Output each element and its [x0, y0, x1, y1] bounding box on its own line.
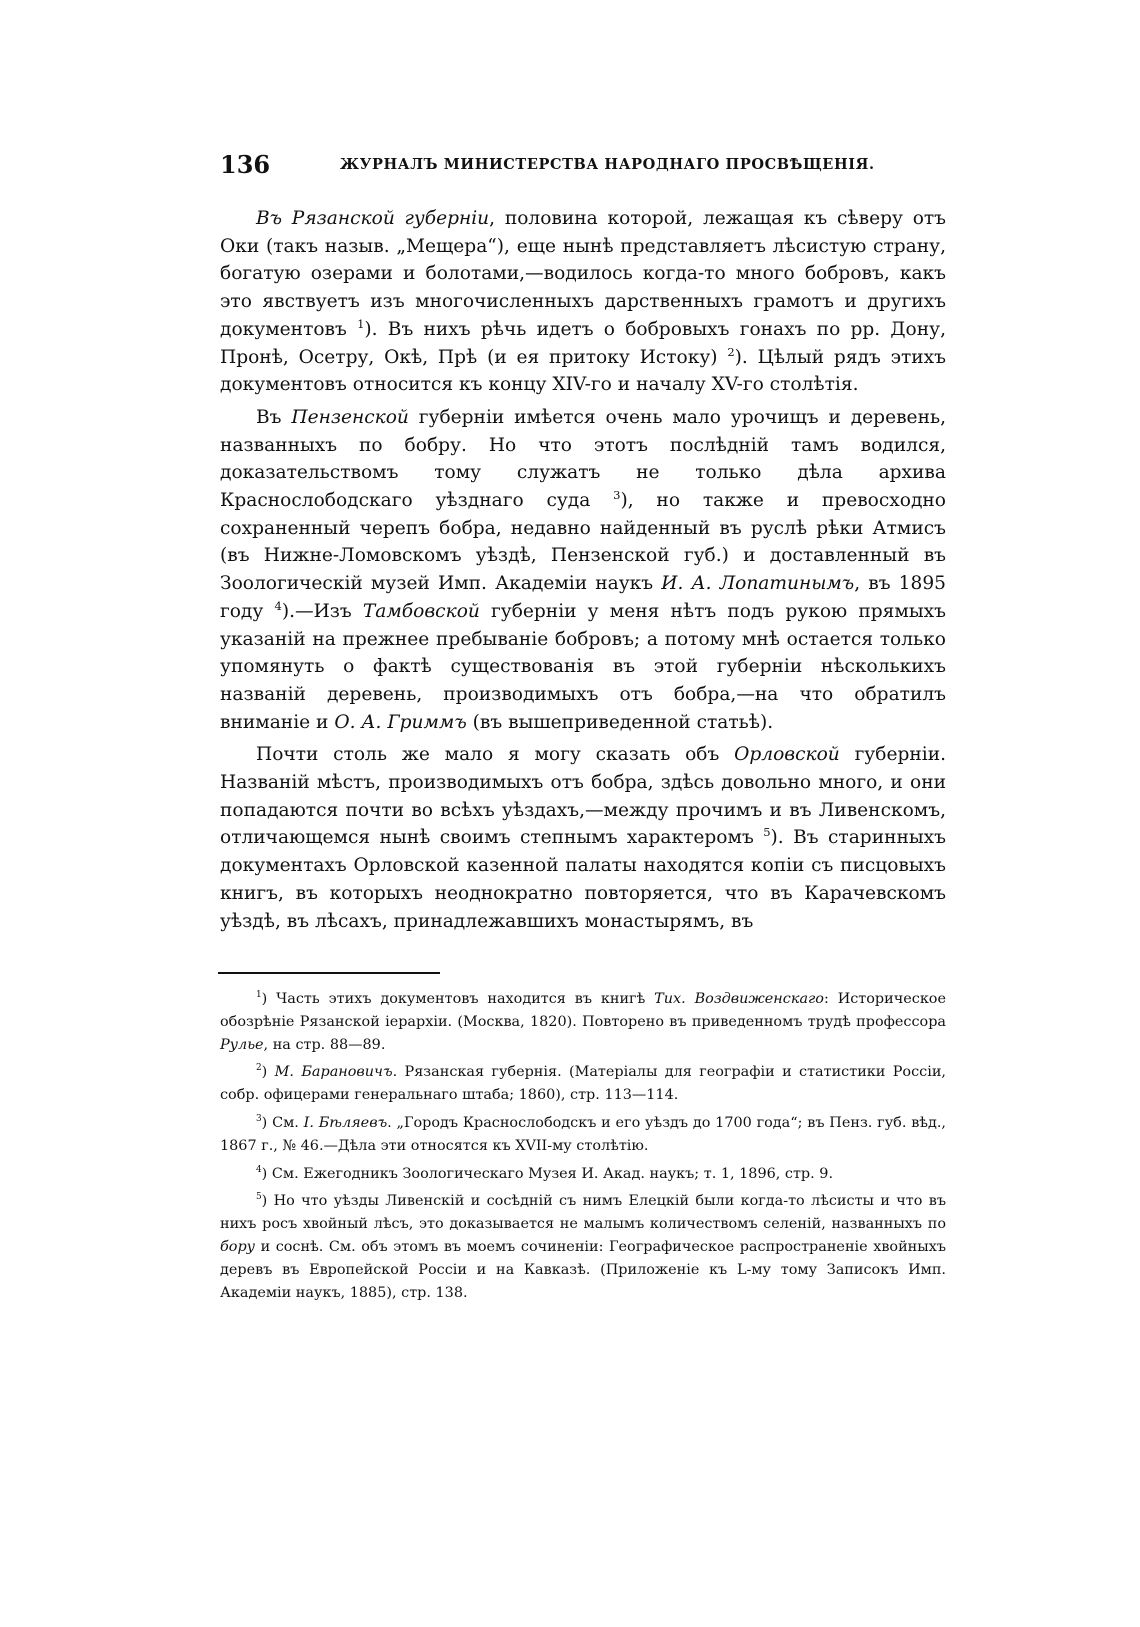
text-run: : Историческое обозрѣніе Рязанской іерархіи. (Москва, 1820). Повторено въ приведенномъ трудѣ профессора	[220, 991, 946, 1030]
text-run: )	[261, 1064, 275, 1081]
text-run: ). Въ старинныхъ документахъ Орловской казенной палаты находятся копіи съ писцовыхъ книгъ, въ которыхъ неоднократно повторяется, что въ Карачевскомъ уѣздѣ, въ лѣсахъ, принадлежавшихъ монастырямъ, въ	[220, 827, 946, 932]
page-number: 136	[220, 150, 271, 179]
footnote-marker: 5	[256, 1192, 262, 1203]
text-run: (въ вышеприведенной статьѣ).	[466, 711, 774, 733]
italic-text: Рулье	[220, 1036, 264, 1053]
page-header	[220, 150, 946, 186]
text-run: губерніи имѣется очень мало урочищъ и деревень, названныхъ по бобру. Но что этотъ послѣдній тамъ водился, доказательствомъ тому служатъ не только дѣла архива Краснослободскаго уѣзднаго суда	[220, 406, 946, 512]
italic-text: Тамбовской	[362, 600, 480, 622]
footnote-marker: 5	[763, 825, 771, 840]
italic-text: бору	[220, 1238, 256, 1255]
text-run: , половина которой, лежащая къ сѣверу отъ Оки (такъ назыв. „Мещера“), еще нынѣ представляетъ лѣсистую страну, богатую озерами и болотами,—водилось когда-то много бобровъ, какъ это явствуетъ изъ многочисленныхъ дарственныхъ грамотъ и другихъ документовъ	[220, 208, 947, 340]
italic-text: И. А. Лопатинымъ	[661, 573, 855, 595]
italic-text: Тих. Воздвиженскаго	[654, 991, 824, 1007]
text-run: ). Въ нихъ рѣчь идетъ о бобровыхъ гонахъ по рр. Дону, Пронѣ, Осетру, Окѣ, Прѣ (и ея притоку Истоку)	[220, 318, 946, 368]
running-title: ЖУРНАЛЪ МИНИСТЕРСТВА НАРОДНАГО ПРОСВѢЩЕНІЯ.	[340, 156, 875, 173]
text-run: губерніи у меня нѣтъ подъ рукою прямыхъ указаній на прежнее пребываніе бобровъ; а потому мнѣ остается только упомянуть о фактѣ существованія въ этой губерніи нѣсколькихъ названій деревень, производимыхъ отъ бобра,—на что обратилъ вниманіе и	[220, 600, 946, 733]
footnote-marker: 3	[613, 487, 621, 502]
text-run: ) Часть этихъ документовъ находится въ книгѣ	[261, 991, 655, 1007]
footnote-marker: 4	[256, 1164, 262, 1175]
text-run: ) См. Ежегодникъ Зоологическаго Музея И. Акад. наукъ; т. 1, 1896, стр. 9.	[261, 1165, 834, 1182]
text-run: губерніи. Названій мѣстъ, производимыхъ отъ бобра, здѣсь довольно много, и они попадаются почти во всѣхъ уѣздахъ,—между прочимъ и въ Ливенскомъ, отличающемся нынѣ своимъ степнымъ характеромъ	[220, 744, 946, 849]
text-run: . „Городъ Краснослободскъ и его уѣздъ до 1700 года“; въ Пенз. губ. вѣд., 1867 г., № 46.—Дѣла эти относятся къ XVII-му столѣтію.	[220, 1114, 946, 1154]
footnote-1	[220, 988, 946, 1056]
text-run: , въ 1895 году	[220, 573, 946, 622]
italic-text: О. А. Гриммъ	[334, 711, 467, 733]
footnote-3	[220, 1112, 946, 1158]
main-text	[220, 205, 946, 935]
italic-text: Пензенской	[291, 406, 409, 428]
footnote-divider	[218, 972, 440, 974]
footnote-marker: 4	[274, 598, 282, 613]
italic-text: Въ Рязанской губерніи	[256, 208, 490, 229]
paragraph-ryazan	[220, 205, 946, 399]
footnote-marker: 3	[256, 1114, 262, 1125]
text-run: ).—Изъ	[281, 600, 363, 622]
text-run: Почти столь же мало я могу сказать объ	[256, 744, 735, 766]
footnote-marker: 1	[357, 316, 365, 331]
footnotes	[220, 988, 946, 1309]
italic-text: I. Бѣляевъ	[303, 1114, 388, 1131]
text-run: , на стр. 88—89.	[263, 1036, 386, 1053]
italic-text: Орловской	[734, 744, 840, 766]
text-run: и соснѣ. См. объ этомъ въ моемъ сочиненіи: Географическое распространеніе хвойныхъ деревъ въ Европейской Россіи и на Кавказѣ. (Приложеніе къ L-му тому Записокъ Имп. Академіи наукъ, 1885), стр. 138.	[220, 1238, 946, 1301]
footnote-5	[220, 1190, 946, 1304]
italic-text: М. Барановичъ	[274, 1064, 393, 1081]
text-run: . Рязанская губернія. (Матеріалы для географіи и статистики Россіи, собр. офицерами генеральнаго штаба; 1860), стр. 113—114.	[220, 1064, 946, 1104]
footnote-marker: 1	[256, 990, 262, 1001]
text-run: ). Цѣлый рядъ этихъ документовъ относится къ концу XIV-го и началу XV-го столѣтія.	[220, 346, 946, 396]
footnote-2	[220, 1061, 946, 1107]
text-run: ) Но что уѣзды Ливенскій и сосѣдній съ нимъ Елецкій были когда-то лѣсисты и что въ нихъ росъ хвойный лѣсъ, это доказывается не малымъ количествомъ селеній, названныхъ по	[220, 1193, 946, 1233]
footnote-marker: 2	[727, 344, 735, 359]
footnote-4	[220, 1163, 946, 1186]
paragraph-penza	[220, 404, 946, 736]
text-run: Въ	[256, 406, 292, 428]
text-run: ), но также и превосходно сохраненный черепъ бобра, недавно найденный въ руслѣ рѣки Атмисъ (въ Нижне-Ломовскомъ уѣздѣ, Пензенской губ.) и доставленный въ Зоологическій музей Имп. Академіи наукъ	[220, 490, 947, 595]
footnote-marker: 2	[256, 1063, 262, 1074]
text-run: ) См.	[261, 1114, 304, 1131]
paragraph-orel	[220, 741, 946, 935]
